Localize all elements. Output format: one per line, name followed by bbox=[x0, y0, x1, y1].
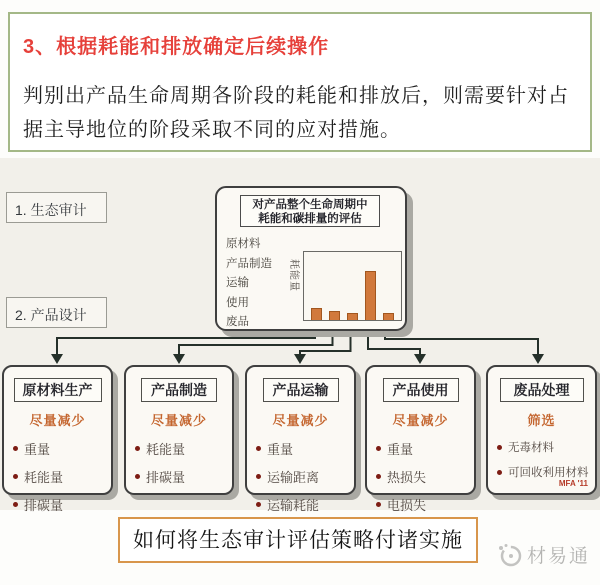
stage-box-manufacturing bbox=[124, 365, 234, 495]
list-item bbox=[13, 495, 111, 514]
mini-bar-chart bbox=[303, 251, 402, 321]
stage-box-raw-material bbox=[2, 365, 113, 513]
bullet-dot-icon bbox=[376, 474, 381, 479]
list-item bbox=[497, 439, 595, 455]
chart-bar bbox=[365, 271, 376, 320]
assessment-box bbox=[215, 186, 407, 331]
stage-box-items bbox=[13, 439, 111, 514]
stage-list-item: 废品 bbox=[226, 316, 249, 328]
lifecycle-stage-list bbox=[226, 235, 272, 333]
stage-box-subtitle: 尽量减少 bbox=[392, 413, 449, 428]
bullet-dot-icon bbox=[376, 446, 381, 451]
stage-box-items bbox=[135, 439, 232, 486]
stage-box-use bbox=[365, 365, 476, 513]
list-item bbox=[135, 467, 232, 486]
bullet-dot-icon bbox=[13, 474, 18, 479]
chart-bar bbox=[347, 313, 358, 320]
item-text: 排碳量 bbox=[24, 498, 64, 513]
assessment-title-line2: 耗能和碳排量的评估 bbox=[258, 213, 362, 225]
list-item bbox=[256, 495, 354, 514]
stage-box-title: 废品处理 bbox=[500, 378, 584, 402]
bullet-dot-icon bbox=[13, 502, 18, 507]
intro-banner bbox=[8, 12, 592, 152]
stage-box-title: 产品使用 bbox=[383, 378, 459, 402]
list-item bbox=[135, 439, 232, 458]
item-text: 无毒材料 bbox=[508, 442, 554, 454]
watermark-logo-icon bbox=[497, 542, 523, 568]
footer-question-text: 如何将生态审计评估策略付诸实施 bbox=[133, 529, 463, 552]
label-eco-audit bbox=[6, 192, 107, 223]
stage-box-subtitle: 尽量减少 bbox=[150, 413, 207, 428]
product-design-text: 2. 产品设计 bbox=[15, 307, 87, 323]
watermark-text: 材易通 bbox=[527, 546, 591, 567]
source-note: MFA '11 bbox=[558, 479, 588, 488]
chart-bar bbox=[329, 311, 340, 320]
item-text: 可回收利用材料 bbox=[508, 467, 589, 479]
list-item bbox=[376, 495, 474, 514]
list-item bbox=[256, 467, 354, 486]
bullet-dot-icon bbox=[376, 502, 381, 507]
stage-box-subtitle: 筛选 bbox=[527, 413, 556, 428]
stage-box-title: 产品运输 bbox=[263, 378, 339, 402]
stage-box-items bbox=[256, 439, 354, 514]
item-text: 运输距离 bbox=[267, 470, 320, 485]
stage-box-items bbox=[376, 439, 474, 514]
bullet-dot-icon bbox=[256, 502, 261, 507]
section-body-text: 判别出产品生命周期各阶段的耗能和排放后，则需要针对占据主导地位的阶段采取不同的应对措施。 bbox=[23, 85, 569, 141]
stage-box-transport bbox=[245, 365, 356, 513]
stage-list-item: 运输 bbox=[226, 277, 249, 289]
chart-bar bbox=[383, 313, 394, 320]
list-item bbox=[256, 439, 354, 458]
label-product-design bbox=[6, 297, 107, 328]
item-text: 重量 bbox=[24, 442, 51, 457]
stage-box-title: 产品制造 bbox=[141, 378, 217, 402]
stage-list-item: 使用 bbox=[226, 296, 249, 309]
bullet-dot-icon bbox=[256, 446, 261, 451]
bullet-dot-icon bbox=[135, 474, 140, 479]
stage-box-subtitle: 尽量减少 bbox=[272, 413, 329, 428]
item-text: 运输耗能 bbox=[267, 498, 320, 513]
stage-box-title: 原材料生产 bbox=[14, 378, 102, 402]
item-text: 耗能量 bbox=[24, 470, 64, 485]
stage-box-items bbox=[497, 439, 595, 480]
list-item bbox=[376, 467, 474, 486]
stage-box-subtitle: 尽量减少 bbox=[29, 413, 86, 428]
item-text: 电损失 bbox=[387, 498, 427, 513]
bullet-dot-icon bbox=[256, 474, 261, 479]
eco-audit-text: 1. 生态审计 bbox=[15, 202, 87, 218]
list-item bbox=[497, 464, 595, 480]
list-item bbox=[376, 439, 474, 458]
bullet-dot-icon bbox=[497, 445, 502, 450]
stage-box-waste bbox=[486, 365, 597, 495]
section-title: 3、根据耗能和排放确定后续操作 bbox=[23, 36, 330, 58]
chart-ylabel: 耗能量 bbox=[288, 259, 299, 292]
item-text: 重量 bbox=[267, 442, 294, 457]
list-item bbox=[13, 439, 111, 458]
item-text: 耗能量 bbox=[146, 442, 186, 457]
assessment-title-line1: 对产品整个生命周期中 bbox=[252, 199, 368, 211]
item-text: 热损失 bbox=[387, 470, 427, 485]
bullet-dot-icon bbox=[13, 446, 18, 451]
bullet-dot-icon bbox=[497, 470, 502, 475]
item-text: 排碳量 bbox=[146, 470, 186, 485]
stage-list-item: 原材料 bbox=[226, 238, 261, 250]
bullet-dot-icon bbox=[135, 446, 140, 451]
assessment-title bbox=[240, 195, 380, 227]
list-item bbox=[13, 467, 111, 486]
chart-bar bbox=[311, 308, 322, 320]
watermark bbox=[497, 541, 590, 568]
item-text: 重量 bbox=[387, 442, 414, 457]
stage-list-item: 产品制造 bbox=[226, 257, 272, 270]
footer-question-box bbox=[118, 517, 478, 563]
